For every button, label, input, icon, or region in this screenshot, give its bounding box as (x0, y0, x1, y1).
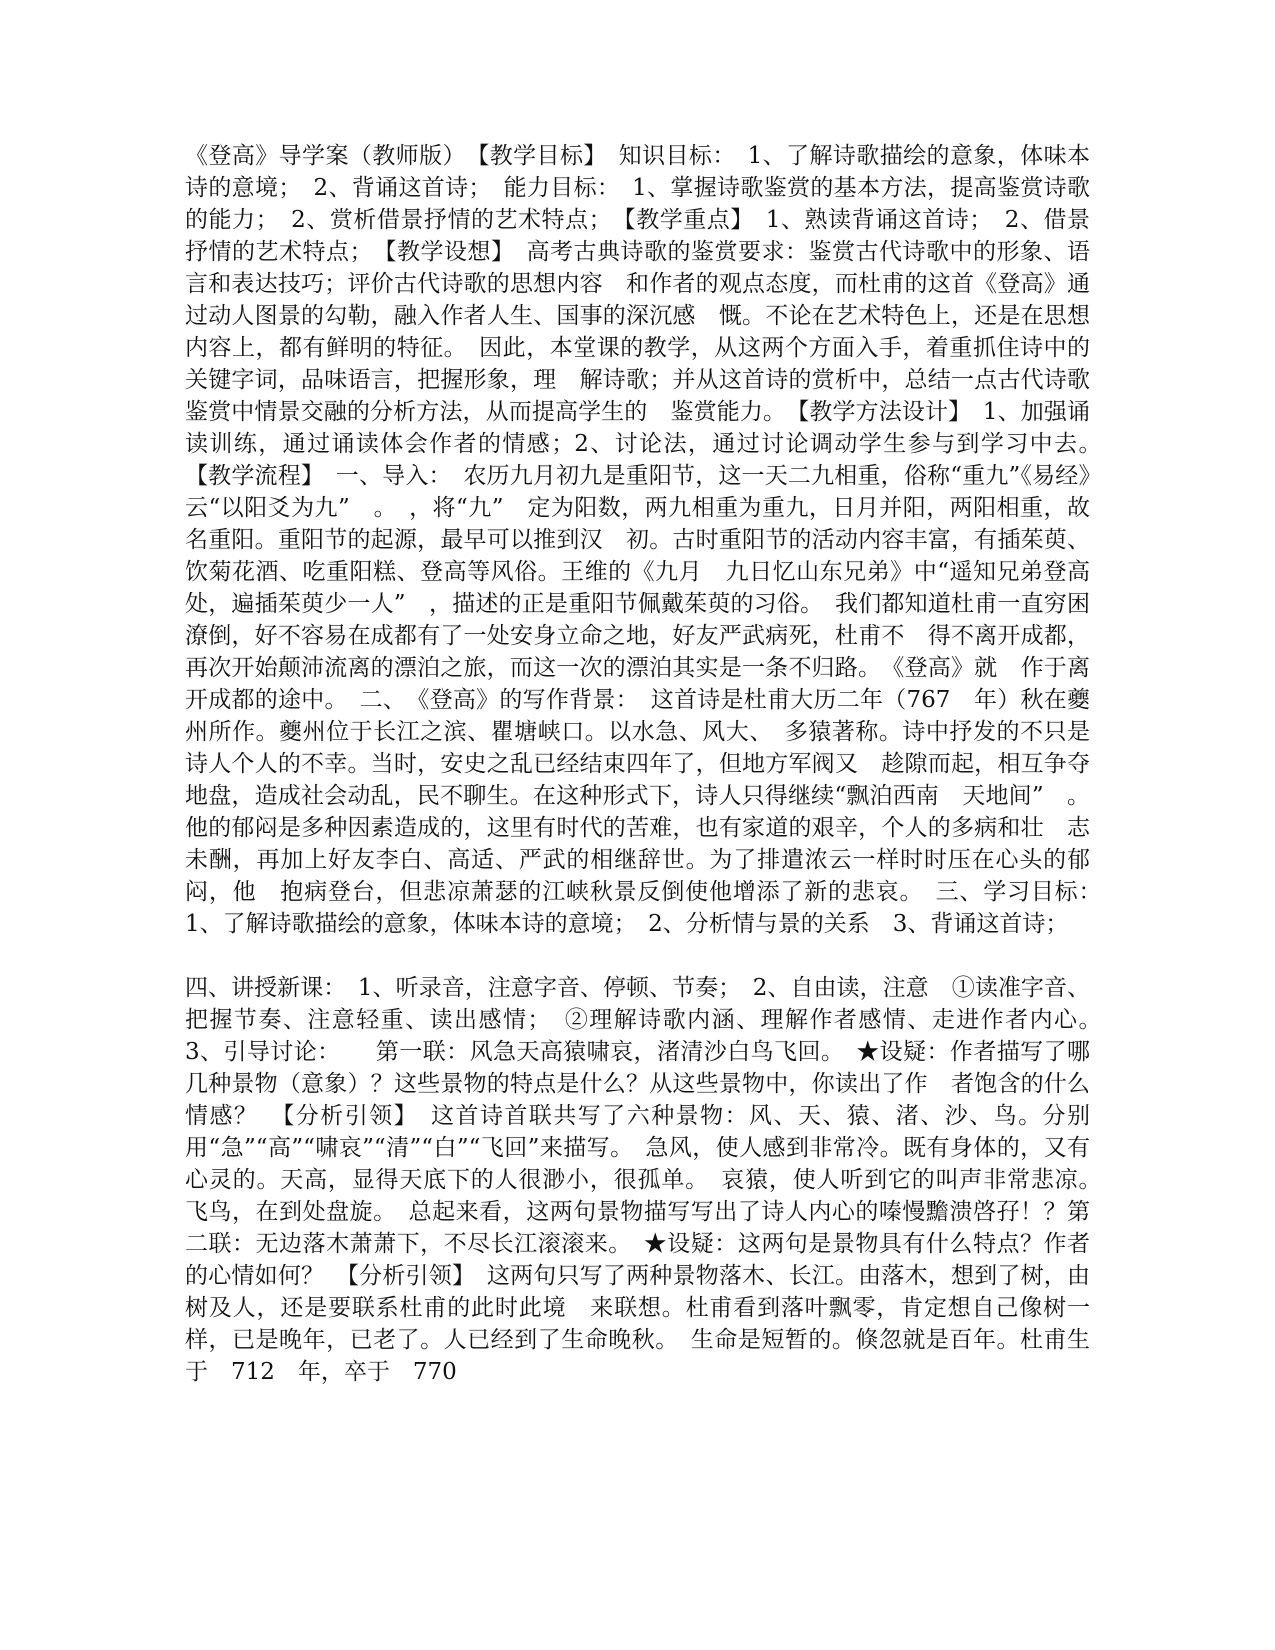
body-paragraph-2: 四、讲授新课： 1、听录音，注意字音、停顿、节奏； 2、自由读，注意 ①读准字音、把握节奏、注意轻重、读出感情； ②理解诗歌内涵、理解作者感情、走进作者内心。 3、引导讨论： 第一联：风急天高猿啸哀，渚清沙白鸟飞回。 ★设疑：作者描写了哪几种景物（意象）？这些景物的特点是什么？从这些景物中，你读出了作 者饱含的什么情感？ 【分析引领】 这首诗首联共写了六种景物：风、天、猿、渚、沙、鸟。分别用“急”“高”“啸哀”“清”“白”“飞回”来描写。 急风，使人感到非常冷。既有身体的，又有心灵的。天高，显得天底下的人很渺小，很孤单。 哀猿，使人听到它的叫声非常悲凉。 飞鸟，在到处盘旋。 总起来看，这两句景物描写写出了诗人内心的嗪慢黵溃啓孖！？第二联：无边落木萧萧下，不尽长江滚滚来。 ★设疑：这两句是景物具有什么特点？作者的心情如何？ 【分析引领】 这两句只写了两种景物落木、长江。由落木，想到了树，由树及人，还是要联系杜甫的此时此境 来联想。杜甫看到落叶飘零，肯定想自己像树一样，已是晚年，已老了。人已经到了生命晚秋。 生命是短暂的。倏忽就是百年。杜甫生于 712 年，卒于 770 (185, 975, 1113, 1385)
document-page (185, 140, 1113, 1388)
body-paragraph-1: 《登高》导学案（教师版） 【教学目标】 知识目标： 1、了解诗歌描绘的意象，体味本诗的意境； 2、背诵这首诗； 能力目标： 1、掌握诗歌鉴赏的基本方法，提高鉴赏诗歌的能力； 2、赏析借景抒情的艺术特点； 【教学重点】 1、熟读背诵这首诗； 2、借景抒情的艺术特点； 【教学设想】 高考古典诗歌的鉴赏要求：鉴赏古代诗歌中的形象、语言和表达技巧；评价古代诗歌的思想内容 和作者的观点态度，而杜甫的这首《登高》通过动人图景的勾勒，融入作者人生、国事的深沉感 慨。不论在艺术特色上，还是在思想内容上，都有鲜明的特征。 因此，本堂课的教学，从这两个方面入手，着重抓住诗中的关键字词，品味语言，把握形象，理 解诗歌；并从这首诗的赏析中，总结一点古代诗歌鉴赏中情景交融的分析方法，从而提高学生的 鉴赏能力。 【教学方法设计】 1、加强诵读训练，通过诵读体会作者的情感；2、讨论法，通过讨论调动学生参与到学习中去。 【教学流程】 一、导入： 农历九月初九是重阳节，这一天二九相重，俗称“重九”《易经》云“以阳爻为九” 。 ，将“九” 定为阳数，两九相重为重九，日月并阳，两阳相重，故名重阳。重阳节的起源，最早可以推到汉 初。古时重阳节的活动内容丰富，有插茱萸、饮菊花酒、吃重阳糕、登高等风俗。王维的《九月 九日忆山东兄弟》中“遥知兄弟登高处，遍插茱萸少一人” ，描述的正是重阳节佩戴茱萸的习俗。 我们都知道杜甫一直穷困潦倒，好不容易在成都有了一处安身立命之地，好友严武病死，杜甫不 得不离开成都，再次开始颠沛流离的漂泊之旅，而这一次的漂泊其实是一条不归路。 《登高》就 作于离开成都的途中。 二、 《登高》的写作背景： 这首诗是杜甫大历二年（767 年）秋在夔州所作。夔州位于长江之滨、瞿塘峡口。以水急、风大、 多猿著称。诗中抒发的不只是诗人个人的不幸。当时，安史之乱已经结束四年了，但地方军阀又 趁隙而起，相互争夺地盘，造成社会动乱，民不聊生。在这种形式下，诗人只得继续“飘泊西南 天地间” 。他的郁闷是多种因素造成的，这里有时代的苦难，也有家道的艰辛，个人的多病和壮 志未酬，再加上好友李白、高适、严武的相继辞世。为了排遣浓云一样时时压在心头的郁闷，他 抱病登台，但悲凉萧瑟的江峡秋景反倒使他增添了新的悲哀。 三、学习目标： 1、了解诗歌描绘的意象，体味本诗的意境； 2、分析情与景的关系 3、背诵这首诗； (185, 143, 1113, 937)
